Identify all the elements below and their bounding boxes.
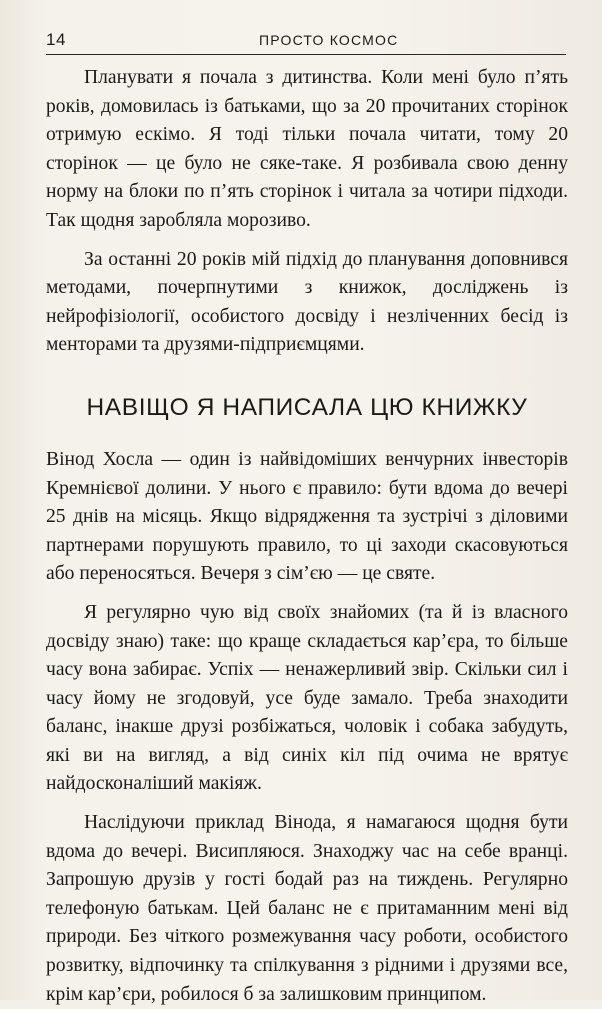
paragraph: Планувати я почала з дитинства. Коли мені було п’ять років, домовилась із батьками, що за 20 прочитаних сторінок отримую ескімо. Я тоді тільки почала читати, тому 20 сторінок — це було не сяке-таке. Я розбивала свою денну норму на блоки по п’ять сторінок і читала за чотири підходи. Так щодня заробляла морозиво. [46,67,568,231]
paragraph: Вінод Хосла — один із найвідоміших венчурних інвесторів Кремнієвої долини. У нього є правило: бути вдома до вечері 25 днів на місяць. Якщо відрядження та зустрічі з діловими партнерами порушують правило, то ці заходи скасовуються або переносяться. Вечеря з сім’єю — це святе. [46,448,568,585]
paragraph: За останні 20 років мій підхід до планування доповнився методами, почерпнутими з книжок, досліджень із нейрофізіології, особистого досвіду і незліченних бесід із менторами та друзями-підприємцями. [46,248,568,356]
page-number: 14 [46,30,66,49]
paragraph: Наслідуючи приклад Вінода, я намагаюся щодня бути вдома до вечері. Висипляюся. Знаходжу час на себе вранці. Запрошую друзів у гості бодай раз на тиждень. Регулярно телефоную батькам. Цей баланс не є притаманним мені від природи. Без чіткого розмежування часу роботи, особистого розвитку, відпочинку та спілкування з рідними і друзями все, крім кар’єри, робилося б за залишковим принципом. [46,812,568,1005]
paragraph: Я регулярно чую від своїх знайомих (та й із власного досвіду знаю) таке: що краще складається кар’єра, то більше часу вона забирає. Успіх — ненажерливий звір. Скільки сил і часу йому не згодовуй, усе буде замало. Треба знаходити баланс, інакше друзі розбіжаться, чоловік і собака забудуть, які ви на вигляд, а від синіх кіл під очима не врятує найдосконаліший макіяж. [46,601,568,795]
page-header [46,28,566,55]
section-heading: НАВІЩО Я НАПИСАЛА ЦЮ КНИЖКУ [86,393,528,421]
running-title: ПРОСТО КОСМОС [259,32,399,48]
page-body [46,64,568,1009]
